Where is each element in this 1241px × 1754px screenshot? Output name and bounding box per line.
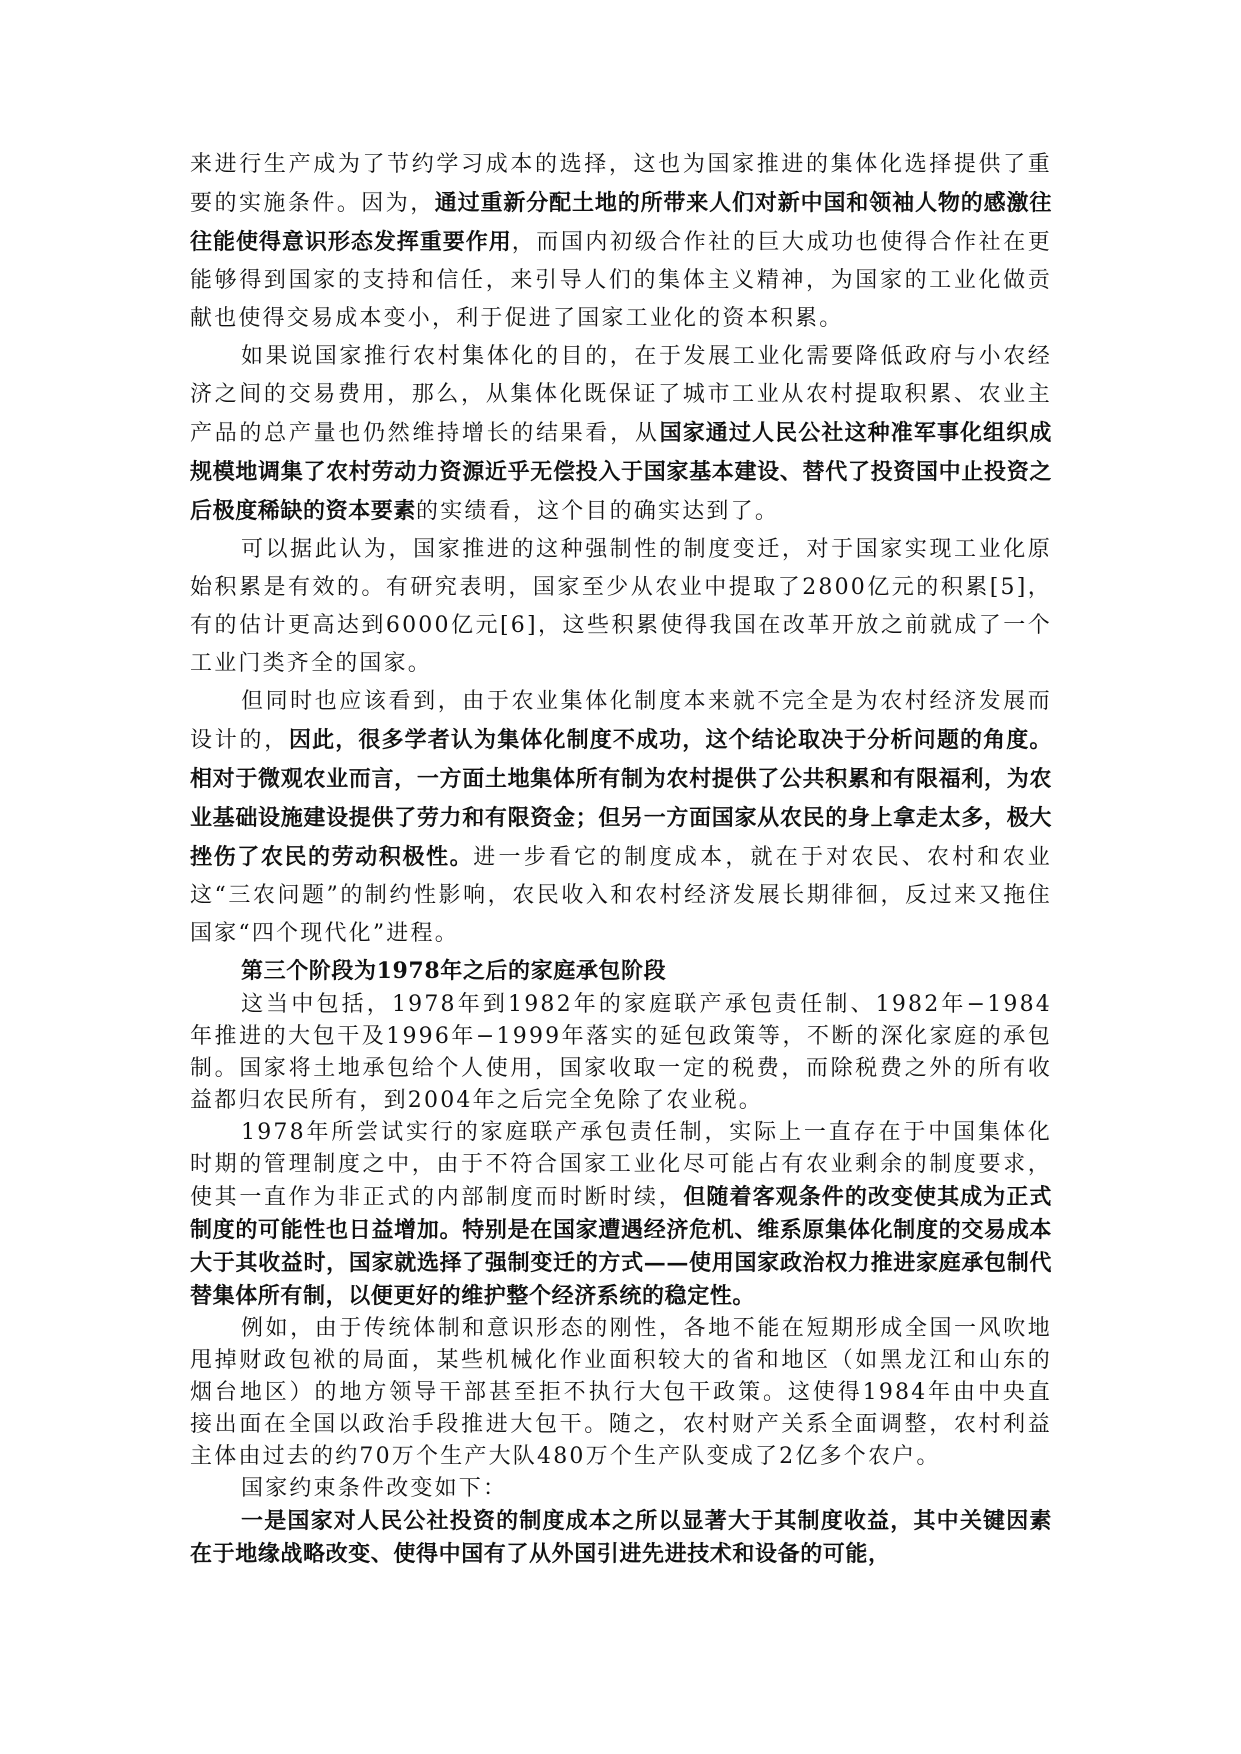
- bold-text-run: 通过重新分配土地的所带来人们对新中国和领袖人物的感激往往能使得意识形态发挥重要作用: [190, 190, 1052, 255]
- paragraph-9: [190, 1505, 1052, 1571]
- text-run: 可以据此认为，国家推进的这种强制性的制度变迁，对于国家实现工业化原始积累是有效的。有研究表明，国家至少从农业中提取了2800亿元的积累[5]，有的估计更高达到6000亿元[6]，这些积累使得我国在改革开放之前就成了一个工业门类齐全的国家。: [190, 537, 1052, 676]
- paragraph-4: [190, 683, 1052, 953]
- bold-text-run: 国家通过人民公社这种准军事化组织成规模地调集了农村劳动力资源近乎无偿投入于国家基本建设、替代了投资国中止投资之后极度稀缺的资本要素: [190, 420, 1053, 524]
- text-run: 1978年所尝试实行的家庭联产承包责任制，实际上一直存在于中国集体化时期的管理制度之中，由于不符合国家工业化尽可能占有农业剩余的制度要求，使其一直作为非正式的内部制度而时断时续，: [190, 1120, 1052, 1210]
- document-page: [190, 146, 1052, 1571]
- bold-text-run: 一是国家对人民公社投资的制度成本之所以显著大于其制度收益，其中关键因素在于地缘战略改变、使得中国有了从外国引进先进技术和设备的可能，: [190, 1508, 1052, 1567]
- text-run: 如果说国家推行农村集体化的目的，在于发展工业化需要降低政府与小农经济之间的交易费用，那么，从集体化既保证了城市工业从农村提取积累、农业主产品的总产量也仍然维持增长的结果看，从: [190, 344, 1052, 446]
- paragraph-1: [190, 146, 1052, 338]
- text-run: ，而国内初级合作社的巨大成功也使得合作社在更能够得到国家的支持和信任，来引导人们的集体主义精神，为国家的工业化做贡献也使得交易成本变小，利于促进了国家工业化的资本积累。: [190, 230, 1053, 331]
- text-run: 来进行生产成为了节约学习成本的选择，这也为国家推进的集体化选择提供了重要的实施条件。因为，: [190, 152, 1052, 216]
- paragraph-3: [190, 531, 1052, 683]
- bold-text-run: 因此，很多学者认为集体化制度不成功，这个结论取决于分析问题的角度。相对于微观农业而言，一方面土地集体所有制为农村提供了公共积累和有限福利，为农业基础设施建设提供了劳力和有限资金；但另一方面国家从农民的身上拿走太多，极大挫伤了农民的劳动积极性。: [190, 727, 1052, 870]
- bold-text-run: 但随着客观条件的改变使其成为正式制度的可能性也日益增加。特别是在国家遭遇经济危机、维系原集体化制度的交易成本大于其收益时，国家就选择了强制变迁的方式——使用国家政治权力推进家庭承包制代替集体所有制，以便更好的维护整个经济系统的稳定性。: [190, 1184, 1052, 1309]
- text-run: 的实绩看，这个目的确实达到了。: [416, 499, 780, 524]
- paragraph-5: [190, 989, 1052, 1117]
- text-run: 例如，由于传统体制和意识形态的刚性，各地不能在短期形成全国一风吹地甩掉财政包袱的局面，某些机械化作业面积较大的省和地区（如黑龙江和山东的烟台地区）的地方领导干部甚至拒不执行大包干政策。这使得1984年由中央直接出面在全国以政治手段推进大包干。随之，农村财产关系全面调整，农村利益主体由过去的约70万个生产大队480万个生产队变成了2亿多个农户。: [190, 1316, 1052, 1469]
- paragraph-8: [190, 1473, 1052, 1505]
- paragraph-6: [190, 1117, 1052, 1313]
- text-run: 国家约束条件改变如下：: [241, 1476, 508, 1501]
- paragraph-2: [190, 338, 1052, 531]
- text-run: 进一步看它的制度成本，就在于对农民、农村和农业这“三农问题”的制约性影响，农民收入和农村经济发展长期徘徊，反过来又拖住国家“四个现代化”进程。: [190, 845, 1053, 946]
- section-heading: 第三个阶段为1978年之后的家庭承包阶段: [241, 958, 667, 984]
- text-run: 这当中包括，1978年到1982年的家庭联产承包责任制、1982年−1984年推进的大包干及1996年−1999年落实的延包政策等，不断的深化家庭的承包制。国家将土地承包给个人使用，国家收取一定的税费，而除税费之外的所有收益都归农民所有，到2004年之后完全免除了农业税。: [190, 992, 1052, 1113]
- paragraph-7: [190, 1313, 1052, 1473]
- text-run: 但同时也应该看到，由于农业集体化制度本来就不完全是为农村经济发展而设计的，: [190, 689, 1052, 753]
